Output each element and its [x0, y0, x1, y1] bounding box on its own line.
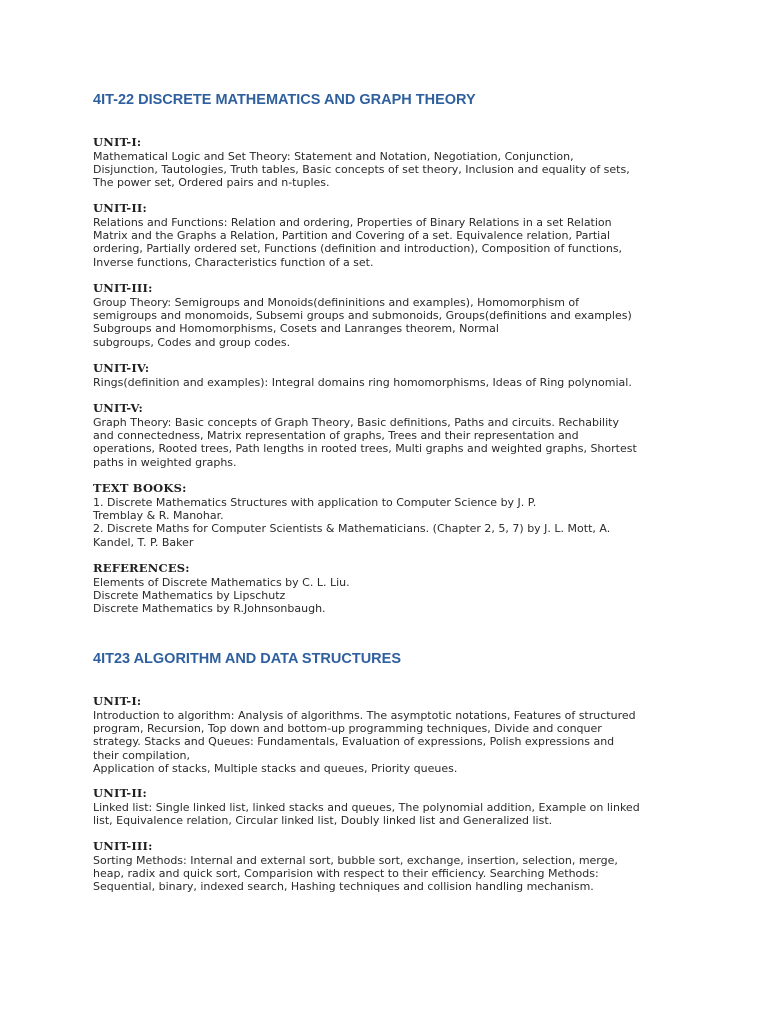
section-heading: REFERENCES:: [93, 561, 190, 575]
text-line: Linked list: Single linked list, linked stacks and queues, The polynomial addition, Example on linked: [93, 800, 640, 814]
text-line: and connectedness, Matrix representation of graphs, Trees and their representation and: [93, 429, 579, 442]
text-line: Disjunction, Tautologies, Truth tables, Basic concepts of set theory, Inclusion and equality of sets,: [93, 163, 630, 176]
section-unit-4: [93, 362, 683, 389]
text-line: Mathematical Logic and Set Theory: Statement and Notation, Negotiation, Conjunction,: [93, 149, 574, 163]
text-line: semigroups and monomoids, Subsemi groups and submonoids, Groups(definitions and examples): [93, 309, 632, 322]
text-line: subgroups, Codes and group codes.: [93, 335, 291, 349]
section-text-books: [93, 482, 683, 549]
text-line: list, Equivalence relation, Circular linked list, Doubly linked list and Generalized list.: [93, 814, 553, 827]
text-line: Inverse functions, Characteristics function of a set.: [93, 255, 374, 269]
text-line: program, Recursion, Top down and bottom-up programming techniques, Divide and conquer: [93, 722, 602, 735]
course-title-algorithms: 4IT23 ALGORITHM AND DATA STRUCTURES: [93, 651, 401, 667]
text-line: strategy. Stacks and Queues: Fundamentals, Evaluation of expressions, Polish expressions and: [93, 735, 615, 749]
text-line: Matrix and the Graphs a Relation, Partition and Covering of a set. Equivalence relation, Partial: [93, 229, 611, 242]
text-line: their compilation,: [93, 748, 191, 762]
section-unit-2: [93, 787, 683, 827]
text-line: Discrete Mathematics by R.Johnsonbaugh.: [93, 602, 326, 616]
section-heading: UNIT-II:: [93, 786, 147, 800]
section-heading: UNIT-I:: [93, 694, 142, 708]
text-line: Introduction to algorithm: Analysis of algorithms. The asymptotic notations, Features of structured: [93, 708, 636, 722]
section-unit-1: [93, 695, 683, 776]
section-unit-5: [93, 402, 683, 469]
text-line: Discrete Mathematics by Lipschutz: [93, 589, 286, 602]
text-line: Graph Theory: Basic concepts of Graph Theory, Basic definitions, Paths and circuits. Rechability: [93, 415, 619, 429]
text-line: Sorting Methods: Internal and external sort, bubble sort, exchange, insertion, selection, merge,: [93, 853, 618, 867]
text-line: Relations and Functions: Relation and ordering, Properties of Binary Relations in a set Relation: [93, 215, 612, 229]
section-unit-2: [93, 202, 683, 269]
section-heading: UNIT-IV:: [93, 361, 150, 375]
text-line: Tremblay & R. Manohar.: [93, 509, 224, 522]
text-line: Group Theory: Semigroups and Monoids(defininitions and examples), Homomorphism of: [93, 295, 580, 309]
section-heading: UNIT-III:: [93, 839, 153, 853]
section-heading: UNIT-II:: [93, 201, 147, 215]
text-line: Elements of Discrete Mathematics by C. L. Liu.: [93, 575, 350, 589]
text-line: ordering, Partially ordered set, Functions (definition and introduction), Composition of functions,: [93, 242, 623, 256]
text-line: operations, Rooted trees, Path lengths in rooted trees, Multi graphs and weighted graphs, Shortest: [93, 442, 637, 456]
text-line: 1. Discrete Mathematics Structures with application to Computer Science by J. P.: [93, 495, 537, 509]
section-heading: UNIT-V:: [93, 401, 143, 415]
text-line: heap, radix and quick sort, Comparision with respect to their efficiency. Searching Methods:: [93, 867, 599, 880]
text-line: Rings(definition and examples): Integral domains ring homomorphisms, Ideas of Ring polynomial.: [93, 375, 632, 389]
text-line: Kandel, T. P. Baker: [93, 535, 194, 549]
section-heading: UNIT-III:: [93, 281, 153, 295]
section-unit-3: [93, 840, 683, 894]
section-unit-3: [93, 282, 683, 349]
text-line: Application of stacks, Multiple stacks and queues, Priority queues.: [93, 762, 458, 776]
text-line: The power set, Ordered pairs and n-tuples.: [93, 176, 330, 190]
text-line: 2. Discrete Maths for Computer Scientists & Mathematicians. (Chapter 2, 5, 7) by J. L. Mott, A.: [93, 522, 611, 536]
text-line: Subgroups and Homomorphisms, Cosets and Lanranges theorem, Normal: [93, 322, 499, 336]
section-references: [93, 562, 683, 616]
text-line: paths in weighted graphs.: [93, 455, 237, 469]
course-title-discrete-math: 4IT-22 DISCRETE MATHEMATICS AND GRAPH THEORY: [93, 92, 476, 108]
text-line: Sequential, binary, indexed search, Hashing techniques and collision handling mechanism.: [93, 880, 594, 894]
section-unit-1: [93, 136, 683, 190]
section-heading: TEXT BOOKS:: [93, 481, 187, 495]
section-heading: UNIT-I:: [93, 135, 142, 149]
